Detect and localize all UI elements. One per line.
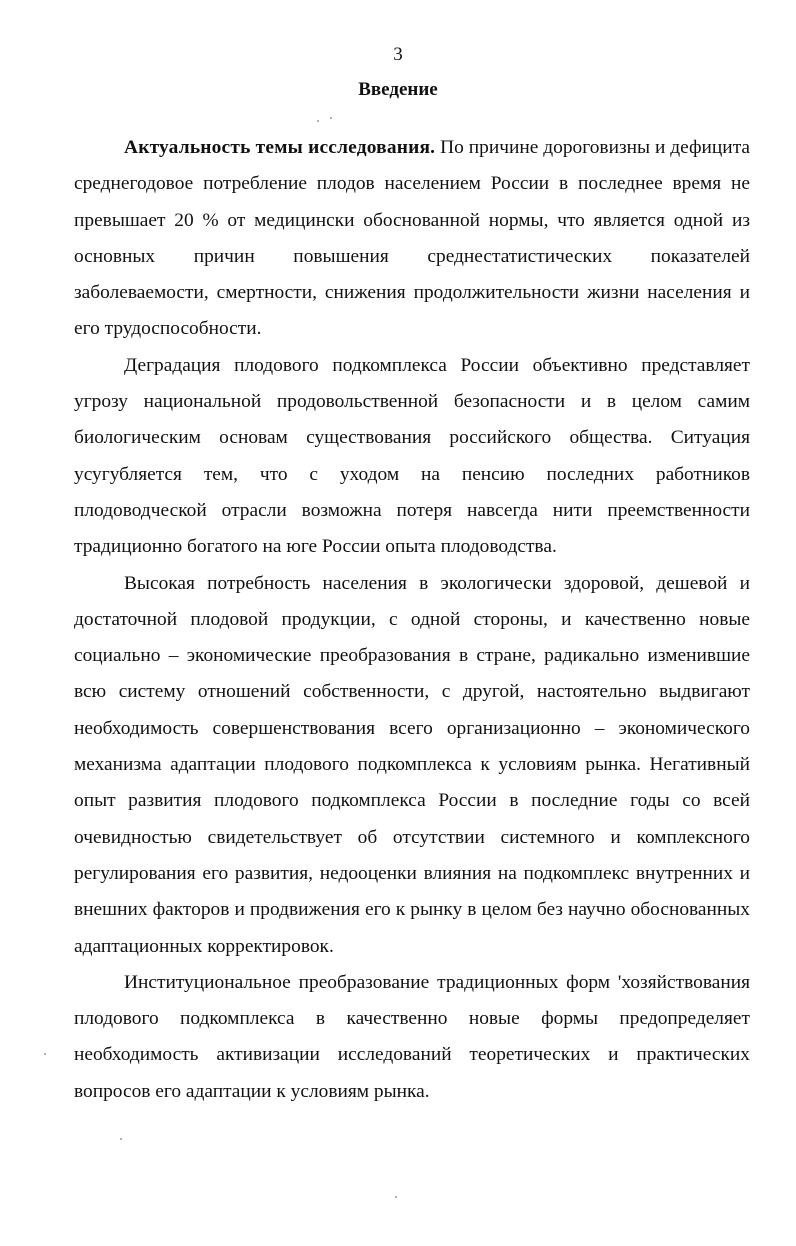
scan-speck [120,1138,122,1140]
page-number: 3 [393,44,403,65]
paragraph-relevance [74,130,750,348]
body-text [74,130,750,1110]
paragraph-degradation: Деградация плодового подкомплекса России объективно представляет угрозу национальной продовольственной безопасности и в целом самим биологическим основам существования российского общества. Ситуация усугубляется тем, что с уходом на пенсию последних работников плодоводческой отрасли возможна потеря навсегда нити преемственности традиционно богатого на юге России опыта плодоводства. [74,354,750,558]
section-heading: Введение [358,79,438,100]
scan-speck [44,1053,46,1055]
scan-speck [317,120,319,122]
scan-speck [330,117,332,119]
paragraph-demand: Высокая потребность населения в экологически здоровой, дешевой и достаточной плодовой продукции, с одной стороны, и качественно новые социально – экономические преобразования в стране, радикально изменившие всю систему отношений собственности, с другой, настоятельно выдвигают необходимость совершенствования всего организационно – экономического механизма адаптации плодового подкомплекса к условиям рынка. Негативный опыт развития плодового подкомплекса России в последние годы со всей очевидностью свидетельствует об отсутствии системного и комплексного регулирования его развития, недооценки влияния на подкомплекс внутренних и внешних факторов и продвижения его к рынку в целом без научно обоснованных адаптационных корректировок. [74,572,750,957]
relevance-lead: Актуальность темы исследования. [124,137,436,158]
paragraph-institutional: Институциональное преобразование традиционных форм 'хозяйствования плодового подкомплекса в качественно новые формы предопределяет необходимость активизации исследований теоретических и практических вопросов его адаптации к условиям рынка. [74,971,750,1102]
relevance-text: По причине дороговизны и дефицита среднегодовое потребление плодов населением России в последнее время не превышает 20 % от медицински обоснованной нормы, что является одной из основных причин повышения среднестатистических показателей заболеваемости, смертности, снижения продолжительности жизни населения и его трудоспособности. [74,137,751,340]
scan-speck [395,1196,397,1198]
